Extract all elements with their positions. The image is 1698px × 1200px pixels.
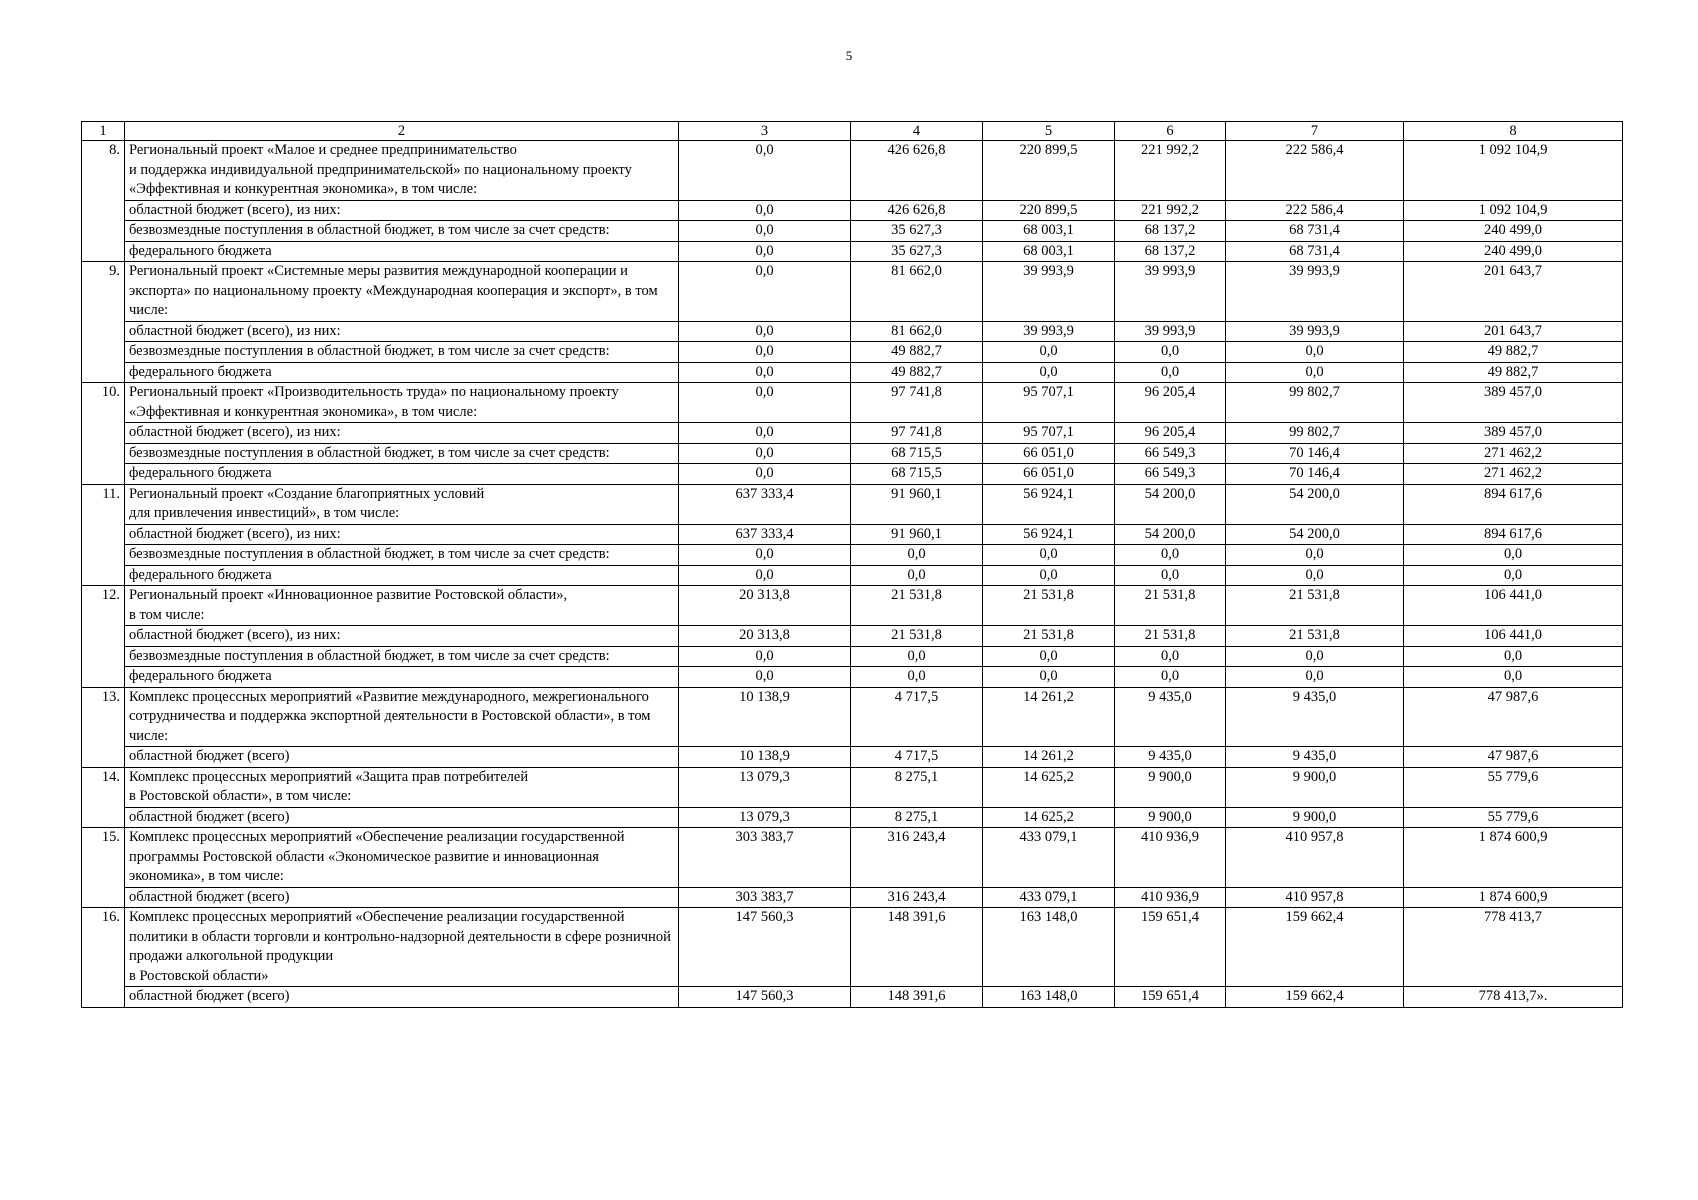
value-cell: 39 993,9 <box>1115 321 1226 342</box>
value-cell: 0,0 <box>1226 362 1404 383</box>
table-row <box>82 383 1623 423</box>
value-cell: 0,0 <box>983 362 1115 383</box>
table-row <box>82 241 1623 262</box>
row-label: Региональный проект «Создание благоприятных условий для привлечения инвестиций», в том числе: <box>125 484 679 524</box>
value-cell: 0,0 <box>983 646 1115 667</box>
value-cell: 271 462,2 <box>1404 464 1623 485</box>
value-cell: 70 146,4 <box>1226 443 1404 464</box>
value-cell: 778 413,7 <box>1404 908 1623 987</box>
value-cell: 9 900,0 <box>1115 767 1226 807</box>
table-row <box>82 828 1623 888</box>
item-number: 12. <box>82 586 125 688</box>
value-cell: 201 643,7 <box>1404 262 1623 322</box>
value-cell: 389 457,0 <box>1404 423 1623 444</box>
value-cell: 240 499,0 <box>1404 221 1623 242</box>
value-cell: 0,0 <box>679 262 851 322</box>
row-label: областной бюджет (всего), из них: <box>125 200 679 221</box>
table-row <box>82 807 1623 828</box>
table-row <box>82 141 1623 201</box>
value-cell: 159 662,4 <box>1226 987 1404 1008</box>
value-cell: 148 391,6 <box>851 987 983 1008</box>
value-cell: 0,0 <box>1404 565 1623 586</box>
value-cell: 163 148,0 <box>983 987 1115 1008</box>
value-cell: 0,0 <box>679 646 851 667</box>
value-cell: 14 261,2 <box>983 687 1115 747</box>
value-cell: 0,0 <box>1404 545 1623 566</box>
value-cell: 0,0 <box>679 342 851 363</box>
value-cell: 433 079,1 <box>983 887 1115 908</box>
row-label: Комплекс процессных мероприятий «Обеспечение реализации государственной программы Ростовской области «Экономическое развитие и инновационная экономика», в том числе: <box>125 828 679 888</box>
value-cell: 201 643,7 <box>1404 321 1623 342</box>
table-row <box>82 767 1623 807</box>
value-cell: 9 900,0 <box>1226 767 1404 807</box>
table-row <box>82 484 1623 524</box>
value-cell: 0,0 <box>1115 362 1226 383</box>
table-row <box>82 887 1623 908</box>
value-cell: 0,0 <box>679 443 851 464</box>
table-row <box>82 362 1623 383</box>
value-cell: 68 137,2 <box>1115 221 1226 242</box>
value-cell: 148 391,6 <box>851 908 983 987</box>
table-row <box>82 987 1623 1008</box>
value-cell: 0,0 <box>983 342 1115 363</box>
row-label: Региональный проект «Инновационное развитие Ростовской области», в том числе: <box>125 586 679 626</box>
value-cell: 0,0 <box>1115 667 1226 688</box>
value-cell: 66 549,3 <box>1115 464 1226 485</box>
value-cell: 21 531,8 <box>851 586 983 626</box>
table-row <box>82 545 1623 566</box>
value-cell: 81 662,0 <box>851 262 983 322</box>
row-label: безвозмездные поступления в областной бюджет, в том числе за счет средств: <box>125 221 679 242</box>
item-number: 13. <box>82 687 125 767</box>
value-cell: 21 531,8 <box>851 626 983 647</box>
value-cell: 220 899,5 <box>983 200 1115 221</box>
value-cell: 0,0 <box>679 565 851 586</box>
value-cell: 147 560,3 <box>679 987 851 1008</box>
value-cell: 13 079,3 <box>679 807 851 828</box>
value-cell: 0,0 <box>1115 646 1226 667</box>
value-cell: 1 874 600,9 <box>1404 828 1623 888</box>
value-cell: 0,0 <box>1226 565 1404 586</box>
value-cell: 4 717,5 <box>851 687 983 747</box>
value-cell: 0,0 <box>1115 545 1226 566</box>
value-cell: 0,0 <box>679 423 851 444</box>
table-row <box>82 565 1623 586</box>
value-cell: 0,0 <box>1226 667 1404 688</box>
table-row <box>82 262 1623 322</box>
row-label: Комплекс процессных мероприятий «Защита прав потребителей в Ростовской области», в том числе: <box>125 767 679 807</box>
value-cell: 1 092 104,9 <box>1404 200 1623 221</box>
value-cell: 221 992,2 <box>1115 141 1226 201</box>
budget-table <box>81 121 1623 1008</box>
header-cell: 7 <box>1226 122 1404 141</box>
row-label: областной бюджет (всего) <box>125 887 679 908</box>
row-label: безвозмездные поступления в областной бюджет, в том числе за счет средств: <box>125 443 679 464</box>
value-cell: 894 617,6 <box>1404 484 1623 524</box>
row-label: безвозмездные поступления в областной бюджет, в том числе за счет средств: <box>125 342 679 363</box>
value-cell: 9 900,0 <box>1226 807 1404 828</box>
value-cell: 21 531,8 <box>1226 586 1404 626</box>
header-cell: 6 <box>1115 122 1226 141</box>
value-cell: 96 205,4 <box>1115 383 1226 423</box>
value-cell: 410 957,8 <box>1226 887 1404 908</box>
value-cell: 0,0 <box>679 200 851 221</box>
value-cell: 54 200,0 <box>1115 524 1226 545</box>
value-cell: 221 992,2 <box>1115 200 1226 221</box>
value-cell: 0,0 <box>679 321 851 342</box>
value-cell: 39 993,9 <box>1115 262 1226 322</box>
value-cell: 0,0 <box>1226 342 1404 363</box>
value-cell: 147 560,3 <box>679 908 851 987</box>
value-cell: 4 717,5 <box>851 747 983 768</box>
value-cell: 0,0 <box>679 221 851 242</box>
value-cell: 49 882,7 <box>1404 362 1623 383</box>
row-label: Комплекс процессных мероприятий «Обеспечение реализации государственной политики в области торговли и контрольно-надзорной деятельности в сфере розничной продажи алкогольной продукции в Ростовской области» <box>125 908 679 987</box>
value-cell: 97 741,8 <box>851 423 983 444</box>
row-label: Комплекс процессных мероприятий «Развитие международного, межрегионального сотрудничества и поддержка экспортной деятельности в Ростовской области», в том числе: <box>125 687 679 747</box>
value-cell: 55 779,6 <box>1404 807 1623 828</box>
header-cell: 3 <box>679 122 851 141</box>
value-cell: 637 333,4 <box>679 524 851 545</box>
value-cell: 39 993,9 <box>983 262 1115 322</box>
value-cell: 426 626,8 <box>851 141 983 201</box>
value-cell: 68 003,1 <box>983 221 1115 242</box>
value-cell: 96 205,4 <box>1115 423 1226 444</box>
value-cell: 316 243,4 <box>851 887 983 908</box>
value-cell: 0,0 <box>1115 342 1226 363</box>
value-cell: 0,0 <box>1226 646 1404 667</box>
value-cell: 20 313,8 <box>679 586 851 626</box>
value-cell: 0,0 <box>679 141 851 201</box>
value-cell: 159 662,4 <box>1226 908 1404 987</box>
header-cell: 8 <box>1404 122 1623 141</box>
value-cell: 47 987,6 <box>1404 687 1623 747</box>
value-cell: 433 079,1 <box>983 828 1115 888</box>
value-cell: 0,0 <box>679 241 851 262</box>
value-cell: 9 435,0 <box>1226 747 1404 768</box>
value-cell: 9 900,0 <box>1115 807 1226 828</box>
value-cell: 81 662,0 <box>851 321 983 342</box>
table-row <box>82 464 1623 485</box>
value-cell: 9 435,0 <box>1115 747 1226 768</box>
row-label: федерального бюджета <box>125 362 679 383</box>
value-cell: 1 874 600,9 <box>1404 887 1623 908</box>
row-label: областной бюджет (всего), из них: <box>125 321 679 342</box>
row-label: федерального бюджета <box>125 464 679 485</box>
value-cell: 39 993,9 <box>983 321 1115 342</box>
value-cell: 222 586,4 <box>1226 141 1404 201</box>
table-row <box>82 200 1623 221</box>
row-label: Региональный проект «Системные меры развития международной кооперации и экспорта» по национальному проекту «Международная кооперация и экспорт», в том числе: <box>125 262 679 322</box>
value-cell: 159 651,4 <box>1115 987 1226 1008</box>
item-number: 8. <box>82 141 125 262</box>
table-row <box>82 908 1623 987</box>
value-cell: 9 435,0 <box>1226 687 1404 747</box>
row-label: федерального бюджета <box>125 565 679 586</box>
value-cell: 49 882,7 <box>851 342 983 363</box>
item-number: 14. <box>82 767 125 828</box>
value-cell: 49 882,7 <box>851 362 983 383</box>
row-label: федерального бюджета <box>125 241 679 262</box>
value-cell: 303 383,7 <box>679 828 851 888</box>
value-cell: 21 531,8 <box>1226 626 1404 647</box>
value-cell: 39 993,9 <box>1226 262 1404 322</box>
value-cell: 0,0 <box>851 667 983 688</box>
value-cell: 35 627,3 <box>851 241 983 262</box>
value-cell: 54 200,0 <box>1115 484 1226 524</box>
value-cell: 303 383,7 <box>679 887 851 908</box>
row-label: безвозмездные поступления в областной бюджет, в том числе за счет средств: <box>125 545 679 566</box>
table-row <box>82 646 1623 667</box>
value-cell: 13 079,3 <box>679 767 851 807</box>
value-cell: 0,0 <box>679 667 851 688</box>
value-cell: 14 625,2 <box>983 807 1115 828</box>
value-cell: 35 627,3 <box>851 221 983 242</box>
value-cell: 70 146,4 <box>1226 464 1404 485</box>
value-cell: 0,0 <box>679 464 851 485</box>
row-label: областной бюджет (всего) <box>125 987 679 1008</box>
value-cell: 0,0 <box>851 646 983 667</box>
value-cell: 68 715,5 <box>851 464 983 485</box>
value-cell: 9 435,0 <box>1115 687 1226 747</box>
value-cell: 66 051,0 <box>983 464 1115 485</box>
table-row <box>82 524 1623 545</box>
table-row <box>82 687 1623 747</box>
row-label: Региональный проект «Производительность труда» по национальному проекту «Эффективная и конкурентная экономика», в том числе: <box>125 383 679 423</box>
table-row <box>82 747 1623 768</box>
table-row <box>82 443 1623 464</box>
value-cell: 0,0 <box>1115 565 1226 586</box>
value-cell: 389 457,0 <box>1404 383 1623 423</box>
value-cell: 68 715,5 <box>851 443 983 464</box>
value-cell: 222 586,4 <box>1226 200 1404 221</box>
value-cell: 55 779,6 <box>1404 767 1623 807</box>
value-cell: 99 802,7 <box>1226 383 1404 423</box>
table-row <box>82 321 1623 342</box>
value-cell: 410 936,9 <box>1115 828 1226 888</box>
value-cell: 54 200,0 <box>1226 524 1404 545</box>
item-number: 15. <box>82 828 125 908</box>
value-cell: 0,0 <box>983 545 1115 566</box>
value-cell: 66 051,0 <box>983 443 1115 464</box>
header-row <box>82 122 1623 141</box>
value-cell: 47 987,6 <box>1404 747 1623 768</box>
item-number: 16. <box>82 908 125 1008</box>
page-number: 5 <box>845 48 853 63</box>
value-cell: 0,0 <box>983 667 1115 688</box>
value-cell: 0,0 <box>1404 646 1623 667</box>
value-cell: 8 275,1 <box>851 767 983 807</box>
value-cell: 68 731,4 <box>1226 241 1404 262</box>
item-number: 11. <box>82 484 125 586</box>
value-cell: 91 960,1 <box>851 524 983 545</box>
value-cell: 0,0 <box>679 362 851 383</box>
value-cell: 8 275,1 <box>851 807 983 828</box>
value-cell: 56 924,1 <box>983 524 1115 545</box>
value-cell: 0,0 <box>1226 545 1404 566</box>
value-cell: 778 413,7». <box>1404 987 1623 1008</box>
value-cell: 410 936,9 <box>1115 887 1226 908</box>
table-row <box>82 342 1623 363</box>
value-cell: 14 261,2 <box>983 747 1115 768</box>
value-cell: 21 531,8 <box>983 586 1115 626</box>
row-label: областной бюджет (всего), из них: <box>125 626 679 647</box>
table-row <box>82 221 1623 242</box>
value-cell: 220 899,5 <box>983 141 1115 201</box>
value-cell: 20 313,8 <box>679 626 851 647</box>
value-cell: 68 137,2 <box>1115 241 1226 262</box>
row-label: областной бюджет (всего) <box>125 747 679 768</box>
value-cell: 99 802,7 <box>1226 423 1404 444</box>
value-cell: 66 549,3 <box>1115 443 1226 464</box>
table-row <box>82 626 1623 647</box>
header-cell: 4 <box>851 122 983 141</box>
value-cell: 410 957,8 <box>1226 828 1404 888</box>
value-cell: 271 462,2 <box>1404 443 1623 464</box>
value-cell: 39 993,9 <box>1226 321 1404 342</box>
value-cell: 0,0 <box>983 565 1115 586</box>
row-label: федерального бюджета <box>125 667 679 688</box>
value-cell: 68 003,1 <box>983 241 1115 262</box>
value-cell: 10 138,9 <box>679 747 851 768</box>
value-cell: 21 531,8 <box>1115 626 1226 647</box>
value-cell: 316 243,4 <box>851 828 983 888</box>
row-label: безвозмездные поступления в областной бюджет, в том числе за счет средств: <box>125 646 679 667</box>
value-cell: 10 138,9 <box>679 687 851 747</box>
value-cell: 637 333,4 <box>679 484 851 524</box>
value-cell: 21 531,8 <box>1115 586 1226 626</box>
header-cell: 1 <box>82 122 125 141</box>
value-cell: 97 741,8 <box>851 383 983 423</box>
value-cell: 54 200,0 <box>1226 484 1404 524</box>
value-cell: 1 092 104,9 <box>1404 141 1623 201</box>
table-row <box>82 586 1623 626</box>
header-cell: 2 <box>125 122 679 141</box>
value-cell: 163 148,0 <box>983 908 1115 987</box>
table-row <box>82 423 1623 444</box>
value-cell: 894 617,6 <box>1404 524 1623 545</box>
value-cell: 95 707,1 <box>983 383 1115 423</box>
value-cell: 0,0 <box>679 383 851 423</box>
value-cell: 106 441,0 <box>1404 626 1623 647</box>
value-cell: 0,0 <box>1404 667 1623 688</box>
row-label: областной бюджет (всего), из них: <box>125 524 679 545</box>
value-cell: 14 625,2 <box>983 767 1115 807</box>
row-label: областной бюджет (всего) <box>125 807 679 828</box>
value-cell: 91 960,1 <box>851 484 983 524</box>
value-cell: 95 707,1 <box>983 423 1115 444</box>
value-cell: 0,0 <box>679 545 851 566</box>
row-label: областной бюджет (всего), из них: <box>125 423 679 444</box>
value-cell: 240 499,0 <box>1404 241 1623 262</box>
item-number: 9. <box>82 262 125 383</box>
value-cell: 426 626,8 <box>851 200 983 221</box>
header-cell: 5 <box>983 122 1115 141</box>
value-cell: 0,0 <box>851 545 983 566</box>
value-cell: 49 882,7 <box>1404 342 1623 363</box>
value-cell: 159 651,4 <box>1115 908 1226 987</box>
value-cell: 106 441,0 <box>1404 586 1623 626</box>
row-label: Региональный проект «Малое и среднее предпринимательство и поддержка индивидуальной предпринимательской» по национальному проекту «Эффективная и конкурентная экономика», в том числе: <box>125 141 679 201</box>
value-cell: 21 531,8 <box>983 626 1115 647</box>
value-cell: 68 731,4 <box>1226 221 1404 242</box>
value-cell: 0,0 <box>851 565 983 586</box>
table-row <box>82 667 1623 688</box>
item-number: 10. <box>82 383 125 485</box>
value-cell: 56 924,1 <box>983 484 1115 524</box>
